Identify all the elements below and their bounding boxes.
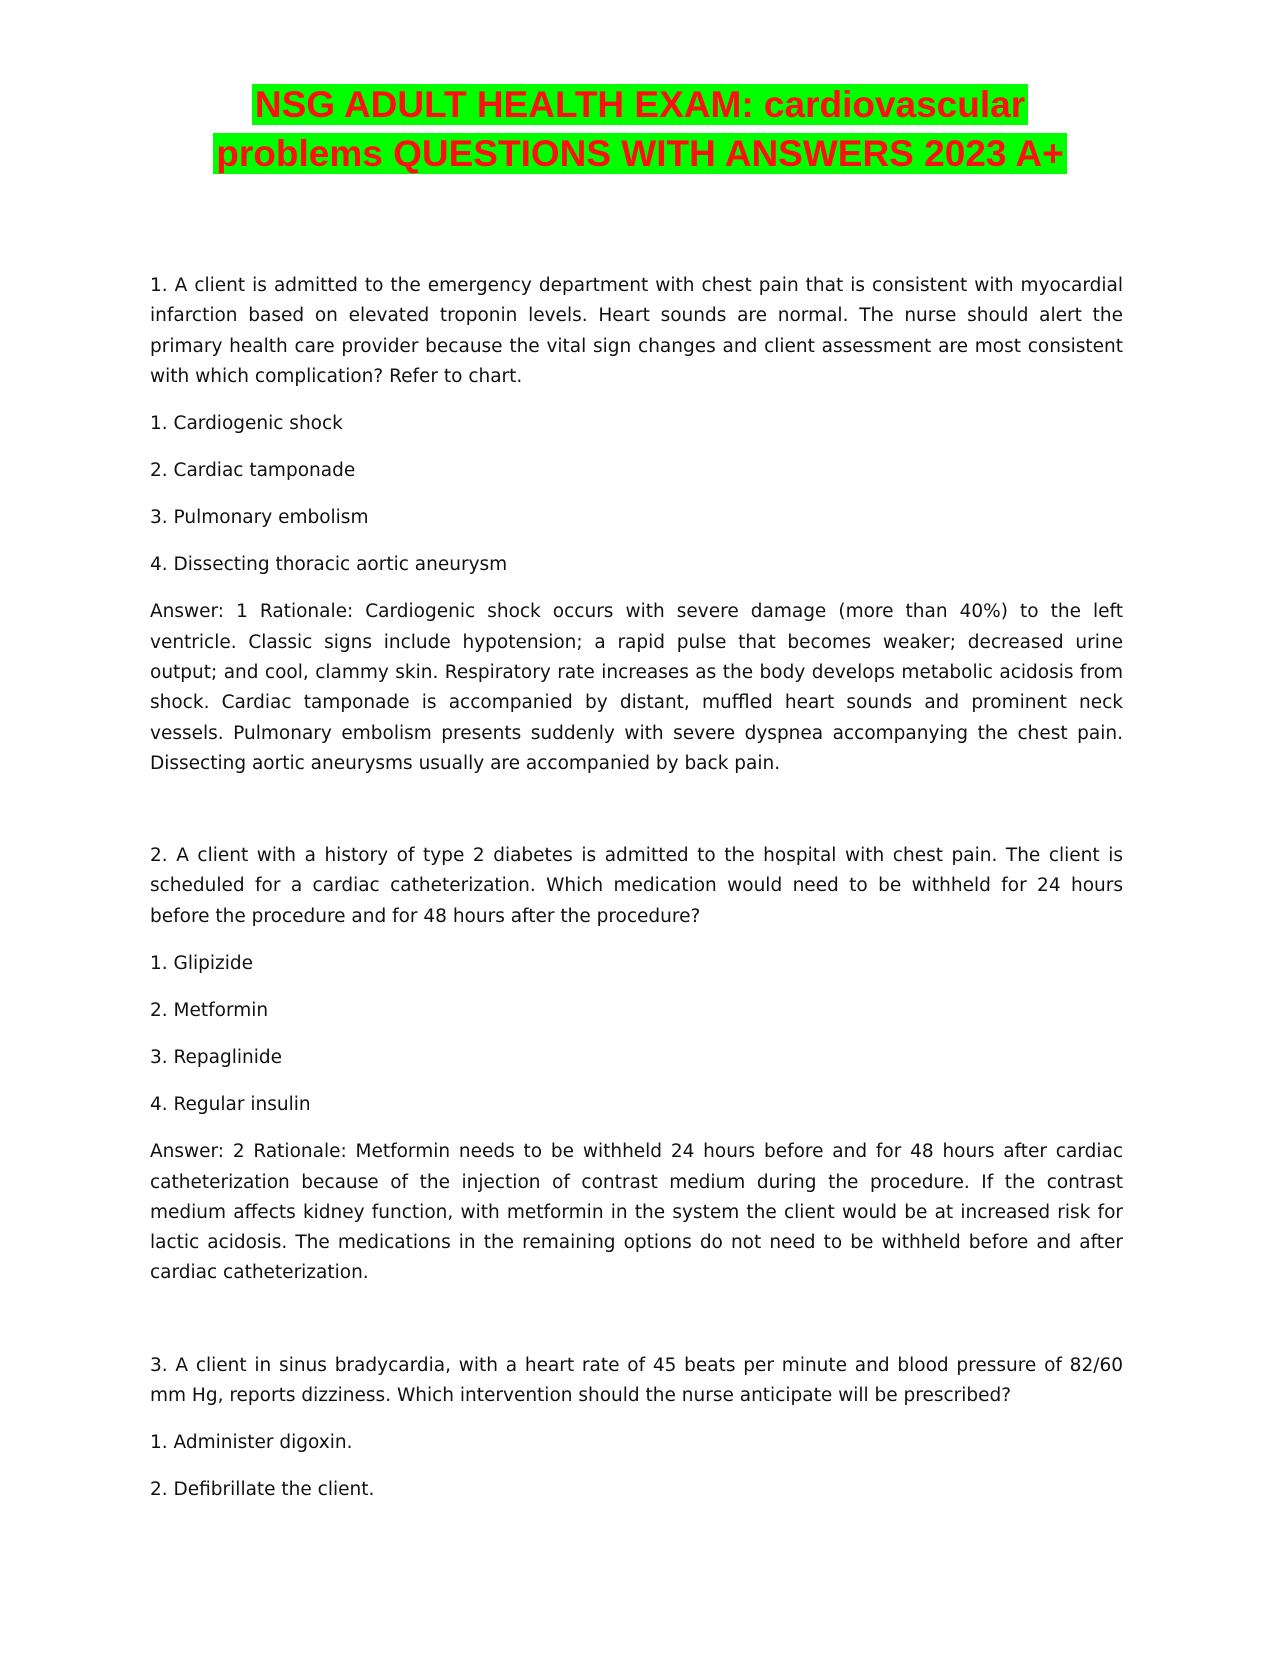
question-2 — [150, 841, 1123, 1289]
answer-option: 1. Cardiogenic shock — [150, 412, 343, 434]
question-3 — [150, 1351, 1123, 1506]
document-body — [150, 271, 1123, 1505]
answer-rationale: Answer: 1 Rationale: Cardiogenic shock occurs with severe damage (more than 40%) to the left ventricle. Classic signs include hypotension; a rapid pulse that becomes weaker; decreased urine output; and cool, clammy skin. Respiratory rate increases as the body develops metabolic acidosis from shock. Cardiac tamponade is accompanied by distant, muffled heart sounds and prominent neck vessels. Pulmonary embolism presents suddenly with severe dyspnea accompanying the chest pain. Dissecting aortic aneurysms usually are accompanied by back pain. — [150, 601, 1123, 774]
answer-option: 2. Cardiac tamponade — [150, 460, 356, 482]
answer-option: 3. Pulmonary embolism — [150, 507, 369, 529]
title-line-2: problems QUESTIONS WITH ANSWERS 2023 A+ — [213, 133, 1066, 174]
question-1 — [150, 271, 1123, 779]
answer-option: 1. Glipizide — [150, 952, 254, 974]
answer-option: 4. Dissecting thoracic aortic aneurysm — [150, 554, 508, 576]
title-line-1: NSG ADULT HEALTH EXAM: cardiovascular — [252, 84, 1028, 125]
document-title — [150, 80, 1130, 178]
question-stem: 1. A client is admitted to the emergency department with chest pain that is consistent with myocardial infarction based on elevated troponin levels. Heart sounds are normal. The nurse should alert the primary health care provider because the vital sign changes and client assessment are most consistent with which complication? Refer to chart. — [150, 275, 1123, 387]
answer-option: 2. Metformin — [150, 999, 269, 1021]
question-stem: 3. A client in sinus bradycardia, with a heart rate of 45 beats per minute and blood pressure of 82/60 mm Hg, reports dizziness. Which intervention should the nurse anticipate will be prescribed? — [150, 1354, 1123, 1406]
answer-option: 1. Administer digoxin. — [150, 1432, 353, 1454]
answer-option: 4. Regular insulin — [150, 1094, 311, 1116]
answer-option: 3. Repaglinide — [150, 1047, 283, 1069]
answer-rationale: Answer: 2 Rationale: Metformin needs to be withheld 24 hours before and for 48 hours after cardiac catheterization because of the injection of contrast medium during the procedure. If the contrast medium affects kidney function, with metformin in the system the client would be at increased risk for lactic acidosis. The medications in the remaining options do not need to be withheld before and after cardiac catheterization. — [150, 1141, 1123, 1284]
answer-option: 2. Defibrillate the client. — [150, 1479, 375, 1501]
question-stem: 2. A client with a history of type 2 diabetes is admitted to the hospital with chest pain. The client is scheduled for a cardiac catheterization. Which medication would need to be withheld for 24 hours before the procedure and for 48 hours after the procedure? — [150, 845, 1123, 927]
